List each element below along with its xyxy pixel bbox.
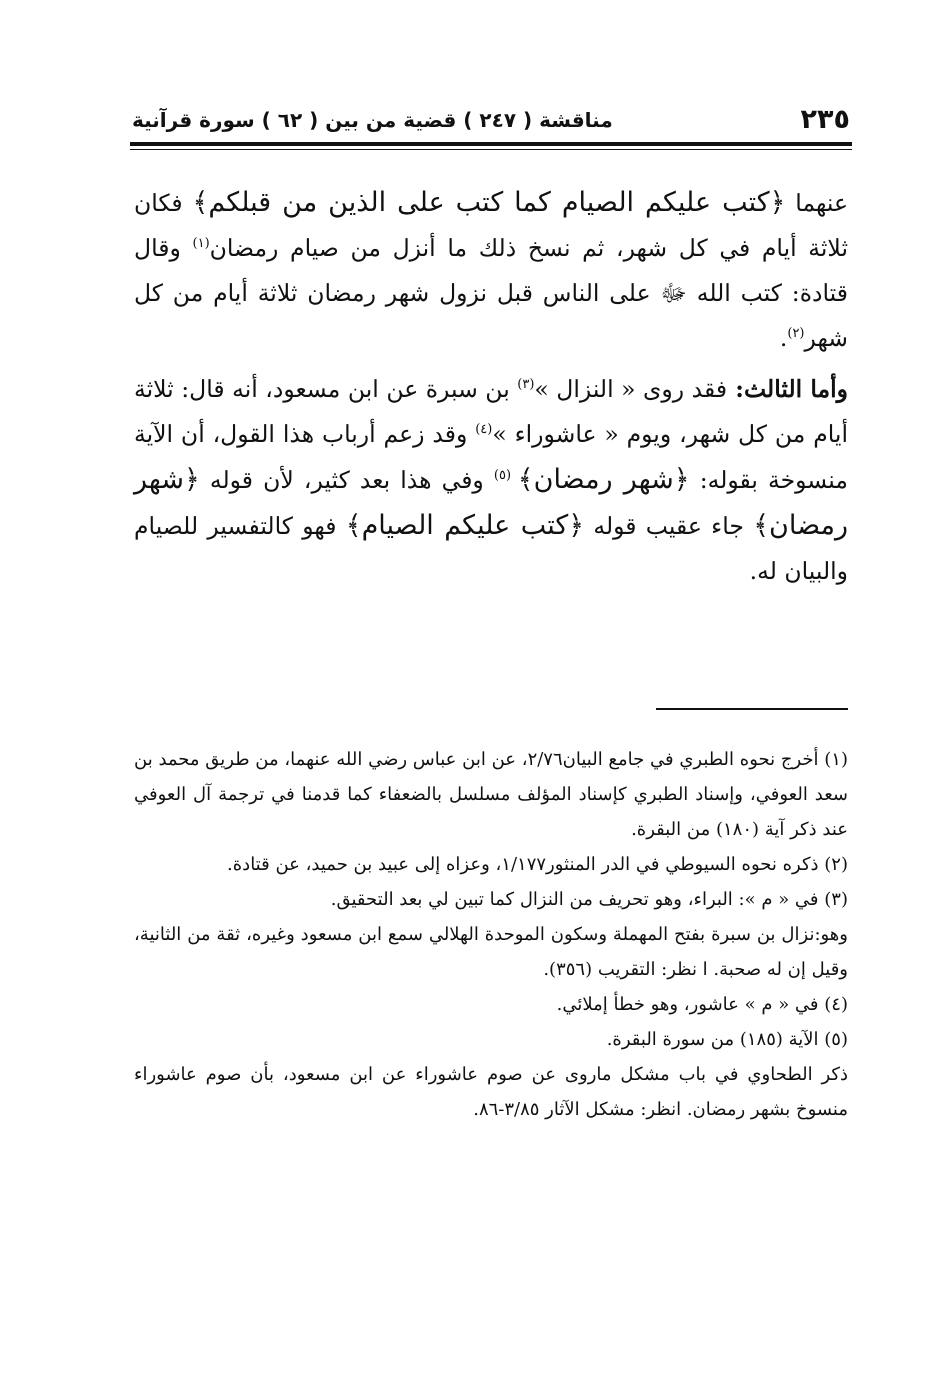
paragraph-2	[134, 367, 848, 594]
running-title: مناقشة ( ٢٤٧ ) قضية من بين ( ٦٢ ) سورة قرآنية	[132, 108, 613, 132]
paragraph-2-text-c: وقد زعم أرباب هذا القول، أن الآية منسوخة بقوله:	[134, 420, 848, 494]
header-rule	[130, 142, 852, 146]
paragraph-1-text: فكان ثلاثة أيام في كل شهر، ثم نسخ ذلك ما أنزل من صيام رمضان	[134, 189, 848, 262]
paragraph-2-text-f: فهو كالتفسير للصيام والبيان له.	[134, 512, 848, 585]
footnote-3-continuation: وهو:نزال بن سبرة بفتح المهملة وسكون الموحدة الهلالي سمع ابن مسعود وغيره، ثقة من الثانية، وقيل إن له صحبة. ا نظر: التقريب (٣٥٦).	[134, 924, 848, 980]
footnotes	[134, 742, 848, 1127]
quran-verse: ﴿كتب عليكم الصيام كما كتب على الذين من قبلكم﴾	[192, 187, 786, 218]
footnote-1: (١) أخرج نحوه الطبري في جامع البيان٢/٧٦، عن ابن عباس رضي الله عنهما، من طريق محمد بن سعد العوفي، وإسناد الطبري كإسناد المؤلف مسلسل بالضعفاء كما قدمنا في ترجمة آل العوفي عند ذكر آية (١٨٠) من البقرة.	[134, 749, 848, 840]
paragraph-2-text-b: بن سبرة عن ابن مسعود، أنه قال: ثلاثة أيام من كل شهر، ويوم « عاشوراء »	[134, 375, 848, 448]
page-number: ٢٣٥	[800, 104, 850, 135]
quran-verse-4: ﴿كتب عليكم الصيام﴾	[345, 510, 585, 541]
paragraph-1	[134, 180, 848, 361]
quran-verse-3: ﴿شهر رمضان﴾	[134, 464, 848, 541]
footnote-2: (٢) ذكره نحوه السيوطي في الدر المنثور١/١٧٧، وعزاه إلى عبيد بن حميد، عن قتادة.	[227, 854, 848, 875]
main-text	[134, 180, 848, 600]
paragraph-1-text-2: وقال قتادة: كتب الله ﷻ على الناس قبل نزول شهر رمضان ثلاثة أيام من كل شهر	[134, 234, 848, 352]
page-header	[132, 100, 850, 140]
paragraph-2-lead: وأما الثالث:	[727, 375, 848, 403]
quran-verse-2: ﴿شهر رمضان﴾	[517, 464, 690, 495]
footnote-5-continuation: ذكر الطحاوي في باب مشكل ماروى عن صوم عاشوراء عن ابن مسعود، بأن صوم عاشوراء منسوخ بشهر رمضان. انظر: مشكل الآثار ٣/٨٥-٨٦.	[134, 1064, 848, 1120]
footnote-4: (٤) في « م » عاشور، وهو خطأ إملائي.	[556, 994, 848, 1015]
paragraph-1-lead: عنهما	[785, 189, 848, 217]
footnote-ref-3[interactable]: (٣)	[517, 377, 535, 393]
paragraph-1-end: .	[779, 324, 788, 352]
header-rule-thin	[130, 149, 852, 150]
footnote-ref-1[interactable]: (١)	[192, 236, 210, 252]
footnote-3: (٣) في « م »: البراء، وهو تحريف من النزال كما تبين لي بعد التحقيق.	[330, 889, 848, 910]
paragraph-2-text-e: جاء عقيب قوله	[584, 512, 744, 540]
footnote-5: (٥) الآية (١٨٥) من سورة البقرة.	[606, 1029, 848, 1050]
footnote-separator	[656, 708, 848, 710]
footnote-ref-5[interactable]: (٥)	[493, 468, 518, 484]
paragraph-2-text-a: فقد روى « النزال »	[534, 375, 728, 403]
footnote-ref-2[interactable]: (٢)	[787, 326, 805, 342]
footnote-ref-4[interactable]: (٤)	[475, 422, 493, 438]
paragraph-2-text-d: وفي هذا بعد كثير، لأن قوله	[199, 466, 484, 494]
